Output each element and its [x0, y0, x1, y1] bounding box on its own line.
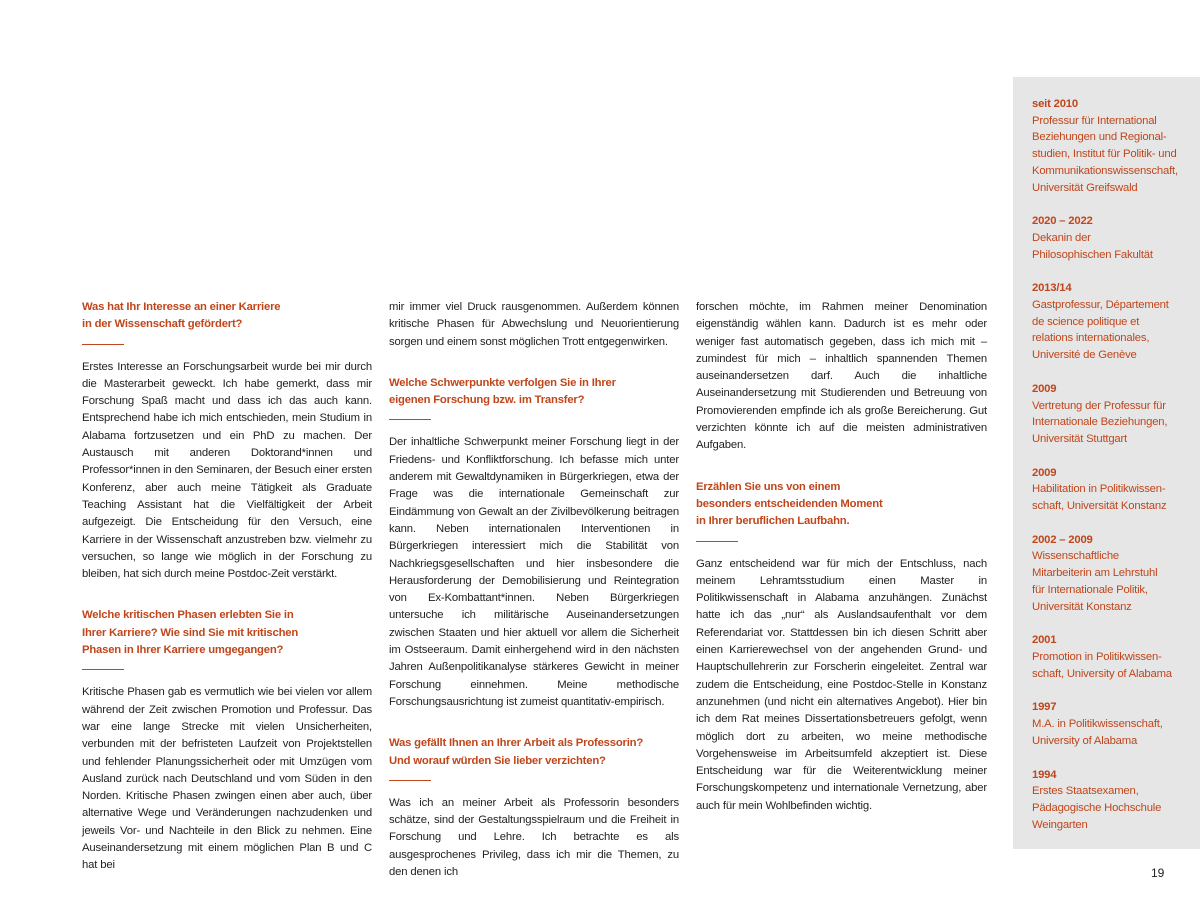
heading-rule	[696, 541, 738, 542]
question-heading: Erzählen Sie uns von einem besonders entscheidenden Moment in Ihrer beruflichen Laufbahn.	[696, 480, 883, 528]
question-heading: Was gefällt Ihnen an Ihrer Arbeit als Professorin? Und worauf würden Sie lieber verzichten?	[389, 737, 644, 767]
cv-timeline	[1032, 96, 1192, 850]
qa-section	[82, 299, 372, 583]
answer-text: Erstes Interesse an Forschungsarbeit wurde bei mir durch die Masterarbeit geweckt. Ich habe gemerkt, dass mir Forschung Spaß macht und dass ich das auch kann. Entsprechend habe ich mich entschieden, mein Studium in Alabama fortzusetzen und ein PhD zu machen. Der Austausch mit anderen Doktorand*innen und Professor*innen in den Seminaren, der Besuch einer ersten Konferenz, aber auch meine Tätigkeit als Graduate Teaching Assistant hat die Vielfältigkeit der Arbeit aufgezeigt. Die Entscheidung für den Versuch, eine Karriere in der Wissenschaft anzustreben bzw. vielmehr zu versuchen, so lange wie möglich in der Forschung zu bleiben, hat sich durch meine Postdoc-Zeit verstärkt.	[82, 360, 372, 581]
question-heading: Welche kritischen Phasen erlebten Sie in Ihrer Karriere? Wie sind Sie mit kritischen Phasen in Ihrer Karriere umgegangen?	[82, 609, 299, 657]
answer-text: Kritische Phasen gab es vermutlich wie bei vielen vor allem während der Zeit zwischen Promotion und Professur. Das war eine lange Strecke mit vielen Unsicherheiten, verbunden mit der befristeten Laufzeit von Projektstellen und fehlender Planungssicherheit oder mit Umzügen vom Ausland zurück nach Deutschland und vom Süden in den Norden. Kritische Phasen zwingen einen aber auch, über alternative Wege und Veränderungen nachzudenken und jeweils Vor- und Nachteile in den Blick zu nehmen. Eine Auseinandersetzung mit einem möglichen Plan B und C hat bei	[82, 686, 372, 872]
qa-section	[82, 607, 372, 874]
cv-entry	[1032, 465, 1192, 515]
cv-entry	[1032, 632, 1192, 682]
cv-year: 2001	[1032, 634, 1057, 647]
cv-description: Dekanin der Philosophischen Fakultät	[1032, 231, 1153, 261]
heading-rule	[389, 419, 431, 420]
cv-year: 2002 – 2009	[1032, 533, 1093, 546]
cv-entry	[1032, 96, 1192, 196]
cv-description: Professur für International Beziehungen und Regional- studien, Institut für Politik- und Kommunikationswissenschaft, Universität Greifswald	[1032, 114, 1178, 194]
answer-text: Ganz entscheidend war für mich der Entschluss, nach meinem Lehramtsstudium einen Master in Politikwissenschaft in Alabama anzuhängen. Zunächst hatte ich das „nur“ als Auslandsaufenthalt vor dem Referendariat vor. Stattdessen bin ich diesen Schritt aber einen Karrierewechsel von der angehenden Grund- und Hauptschullehrerin zur Forscherin eingeleitet. Zentral war zudem die Entscheidung, eine Postdoc-Stelle in Konstanz anzunehmen (und nicht ein alternatives Angebot). Hier bin ich dem Rat meines Dissertationsbetreuers gefolgt, wenn möglich dort zu arbeiten, wo meine methodische Vorgehensweise im Arbeitsumfeld akzeptiert ist. Diese Entscheidung war für die Weiterentwicklung meiner Forschungskompetenz und internationale Vernetzung, aber auch für mein Wohlbefinden wichtig.	[696, 557, 987, 812]
question-heading: Was hat Ihr Interesse an einer Karriere in der Wissenschaft gefördert?	[82, 301, 281, 331]
cv-entry	[1032, 280, 1192, 364]
cv-year: 2009	[1032, 382, 1057, 395]
qa-section	[696, 479, 987, 815]
text-column-3	[696, 299, 987, 815]
cv-description: Erstes Staatsexamen, Pädagogische Hochschule Weingarten	[1032, 785, 1162, 831]
cv-description: Promotion in Politikwissen- schaft, University of Alabama	[1032, 650, 1172, 680]
cv-description: Vertretung der Professur für Internationale Beziehungen, Universität Stuttgart	[1032, 399, 1168, 445]
heading-rule	[82, 344, 124, 345]
answer-text: Was ich an meiner Arbeit als Professorin besonders schätze, sind der Gestaltungsspielraum und die Freiheit in Forschung und Lehre. Ich betrachte es als ausgesprochenes Privileg, dass ich mir die Themen, zu den denen ich	[389, 796, 679, 879]
text-column-1	[82, 299, 372, 875]
cv-entry	[1032, 213, 1192, 263]
cv-entry	[1032, 699, 1192, 749]
cv-year: seit 2010	[1032, 98, 1078, 110]
continued-text: mir immer viel Druck rausgenommen. Außerdem können kritische Phasen für Abwechslung und Neuorientierung sorgen und einem sonst möglichen Trott entgegenwirken.	[389, 301, 679, 348]
cv-entry	[1032, 381, 1192, 448]
cv-year: 1997	[1032, 701, 1057, 714]
cv-description: Habilitation in Politikwissen- schaft, Universität Konstanz	[1032, 483, 1167, 513]
cv-entry	[1032, 532, 1192, 616]
cv-year: 2013/14	[1032, 282, 1072, 295]
continued-text: forschen möchte, im Rahmen meiner Denomination eigenständig wählen kann. Dadurch ist es mehr oder weniger fast automatisch gegeben, dass ich mich mit – zumindest für mich – inhaltlich spannenden Themen auseinandersetzen darf. Auch die inhaltliche Auseinandersetzung mit Studierenden und Betreuung von Promovierenden empfinde ich als große Bereicherung. Gut verzichten könnte ich auf die meisten administrativen Aufgaben.	[696, 301, 987, 452]
heading-rule	[389, 780, 431, 781]
cv-entry	[1032, 767, 1192, 834]
question-heading: Welche Schwerpunkte verfolgen Sie in Ihrer eigenen Forschung bzw. im Transfer?	[389, 376, 616, 407]
cv-description: Gastprofessur, Département de science politique et relations internationales, Université de Genève	[1032, 299, 1169, 362]
qa-section	[389, 375, 679, 711]
cv-description: Wissenschaftliche Mitarbeiterin am Lehrstuhl für Internationale Politik, Universität Konstanz	[1032, 550, 1158, 613]
qa-section	[389, 735, 679, 881]
cv-year: 2020 – 2022	[1032, 215, 1093, 228]
cv-year: 2009	[1032, 466, 1057, 479]
text-column-2	[389, 299, 679, 881]
heading-rule	[82, 669, 124, 670]
page-number: 19	[1151, 866, 1165, 880]
answer-text: Der inhaltliche Schwerpunkt meiner Forschung liegt in der Friedens- und Konfliktforschung. Ich befasse mich unter anderem mit Gewaltdynamiken in Bürgerkriegen, etwa der Frage was die internationale Gemeinschaft zur Eindämmung von Gewalt an der Zivilbevölkerung beitragen kann. Neben internationalen Interventionen in Bürgerkriegen interessiert mich die Stabilität von Nachkriegsgesellschaften und hier insbesondere die Herausforderung der Demobilisierung und Reintegration von Ex-Kombattant*innen. Neben Bürgerkriegen untersuche ich militärische Auseinandersetzungen zwischen Staaten und hier aktuell vor allem die Sicherheit im Ostseeraum. Damit einhergehend wird in den nächsten Jahren Außenpolitikanalyse stärkeres Gewicht in meiner Forschung einnehmen. Meine methodische Forschungsausrichtung ist zumeist quantitativ-empirisch.	[389, 436, 679, 708]
cv-description: M.A. in Politikwissenschaft, University of Alabama	[1032, 718, 1163, 747]
cv-year: 1994	[1032, 768, 1057, 781]
